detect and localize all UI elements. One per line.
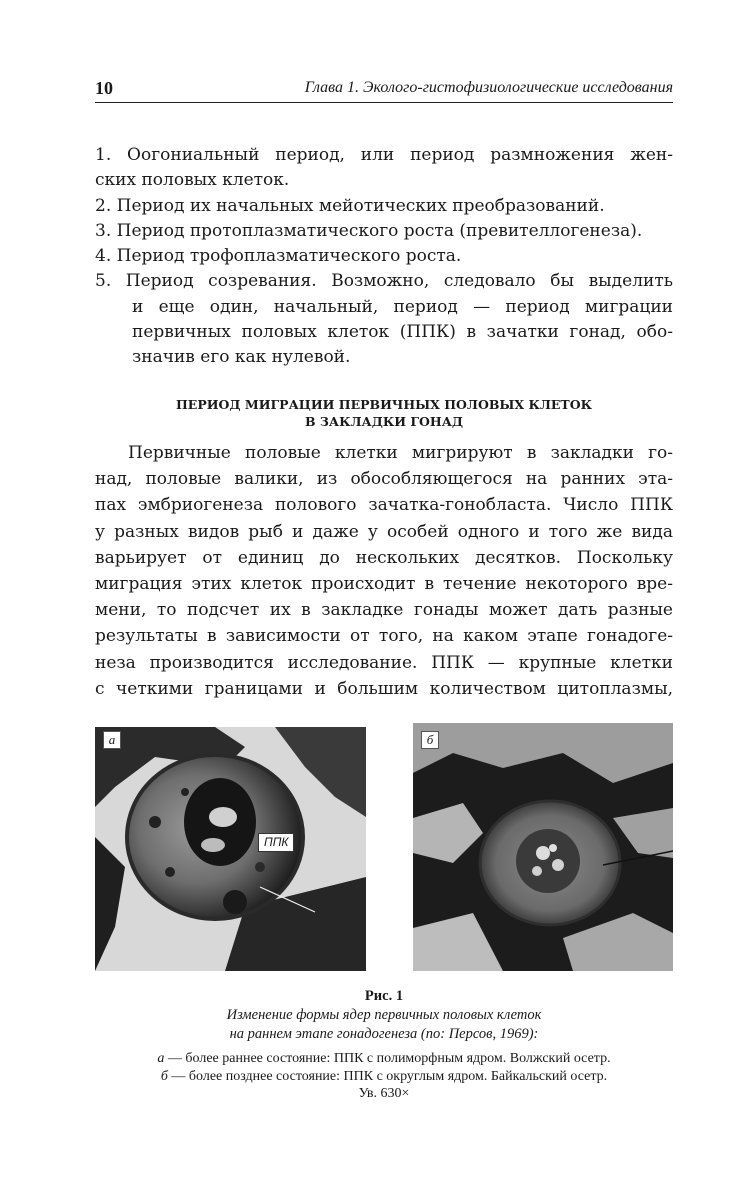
paragraph-line: мени, то подсчет их в закладке гонады может дать разные (95, 600, 673, 621)
list-line: и еще один, начальный, период — период миграции (132, 296, 673, 317)
period-list (95, 143, 673, 371)
list-line: 5. Период созревания. Возможно, следовало бы выделить (95, 271, 673, 292)
micrograph-b (413, 723, 673, 971)
section-title-line: В ЗАКЛАДКИ ГОНАД (305, 414, 463, 429)
paragraph-line: с четкими границами и большим количеством цитоплазмы, (95, 678, 673, 699)
list-line: 2. Период их начальных мейотических преобразований. (95, 195, 605, 216)
paragraph-line: над, половые валики, из обособляющегося на ранних эта- (95, 469, 673, 490)
figure-title-line: Изменение формы ядер первичных половых клеток (226, 1007, 542, 1023)
paragraph-line: пах эмбриогенеза полового зачатка-гонобласта. Число ППК (95, 495, 673, 516)
list-line: 4. Период трофоплазматического роста. (95, 246, 462, 267)
page-header (95, 76, 673, 103)
micrograph-b-image (413, 723, 673, 971)
micrograph-a (95, 727, 366, 971)
micrograph-a-image (95, 727, 366, 971)
section-title (95, 396, 673, 430)
legend-item (95, 1050, 673, 1068)
legend-text: — более позднее состояние: ППК с округлым ядром. Байкальский осетр. (167, 1068, 608, 1084)
list-item (95, 244, 673, 269)
legend-letter: а (157, 1051, 165, 1066)
figure-label: Рис. 1 (364, 988, 404, 1004)
legend-text: — более раннее состояние: ППК с полиморфным ядром. Волжский осетр. (164, 1051, 611, 1066)
running-head: Глава 1. Эколого-гистофизиологические исследования (304, 79, 673, 96)
paragraph-line: миграция этих клеток происходит в течение некоторого вре- (95, 574, 673, 595)
list-item (95, 143, 673, 194)
paragraph-line: неза производится исследование. ППК — крупные клетки (95, 652, 673, 673)
list-line: ских половых клеток. (95, 170, 290, 191)
legend-letter: б (160, 1068, 168, 1084)
list-line: 1. Оогониальный период, или период размножения жен- (95, 145, 673, 165)
figure-title-line: на раннем этапе гонадогенеза (по: Персов, 1969): (229, 1026, 539, 1042)
paragraph-line: Первичные половые клетки мигрируют в закладки го- (128, 443, 673, 463)
magnification: Ув. 630× (358, 1086, 410, 1101)
list-line: 3. Период протоплазматического роста (превителлогенеза). (95, 220, 643, 241)
paragraph-line: результаты в зависимости от того, на каком этапе гонадоге- (95, 626, 673, 647)
paragraph-line: у разных видов рыб и даже у особей одного и того же вида (95, 521, 673, 542)
list-item (95, 219, 673, 244)
panel-b-label: б (421, 731, 439, 749)
legend-item (95, 1068, 673, 1086)
paragraph-line: варьирует от единиц до нескольких десятков. Поскольку (95, 547, 673, 568)
list-line: первичных половых клеток (ППК) в зачатки гонад, обо- (132, 322, 673, 343)
list-item (95, 269, 673, 370)
page-number: 10 (95, 78, 113, 98)
list-line: значив его как нулевой. (132, 347, 351, 368)
figure-legend (95, 1050, 673, 1103)
ppk-label: ППК (258, 833, 294, 852)
body-paragraph (95, 440, 673, 702)
list-item (95, 194, 673, 219)
section-title-line: ПЕРИОД МИГРАЦИИ ПЕРВИЧНЫХ ПОЛОВЫХ КЛЕТОК (176, 397, 592, 412)
figure-caption (95, 987, 673, 1103)
panel-a-label: а (103, 731, 121, 749)
